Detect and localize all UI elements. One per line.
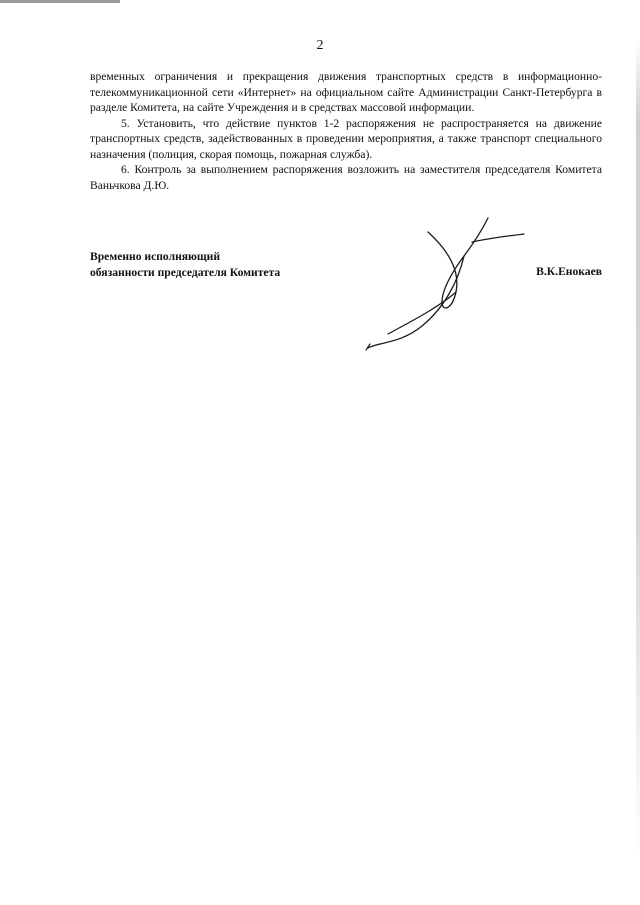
signatory-title-line-2: обязанности председателя Комитета	[90, 265, 281, 279]
document-body	[90, 69, 602, 193]
page-number: 2	[316, 38, 324, 53]
scan-shadow-right	[636, 40, 640, 860]
paragraph-continuation: временных ограничения и прекращения движения транспортных средств в информационно-телекоммуникационной сети «Интернет» на официальном сайте Администрации Санкт-Петербурга в разделе Комитета, на сайте Учреждения и в средствах массовой информации.	[90, 70, 602, 114]
signatory-name: В.К.Енокаев	[536, 265, 602, 278]
signatory-title-line-1: Временно исполняющий	[90, 250, 221, 263]
signatory-position	[90, 249, 280, 280]
paragraph-item-6: 6. Контроль за выполнением распоряжения возложить на заместителя председателя Комитета Ваньчкова Д.Ю.	[90, 163, 602, 192]
paragraph-item-5: 5. Установить, что действие пунктов 1-2 распоряжения не распространяется на движение транспортных средств, задействованных в проведении мероприятия, а также транспорт специального назначения (полиция, скорая помощь, пожарная служба).	[90, 116, 602, 161]
scan-artifact-top	[0, 0, 120, 3]
handwritten-signature	[360, 212, 530, 352]
